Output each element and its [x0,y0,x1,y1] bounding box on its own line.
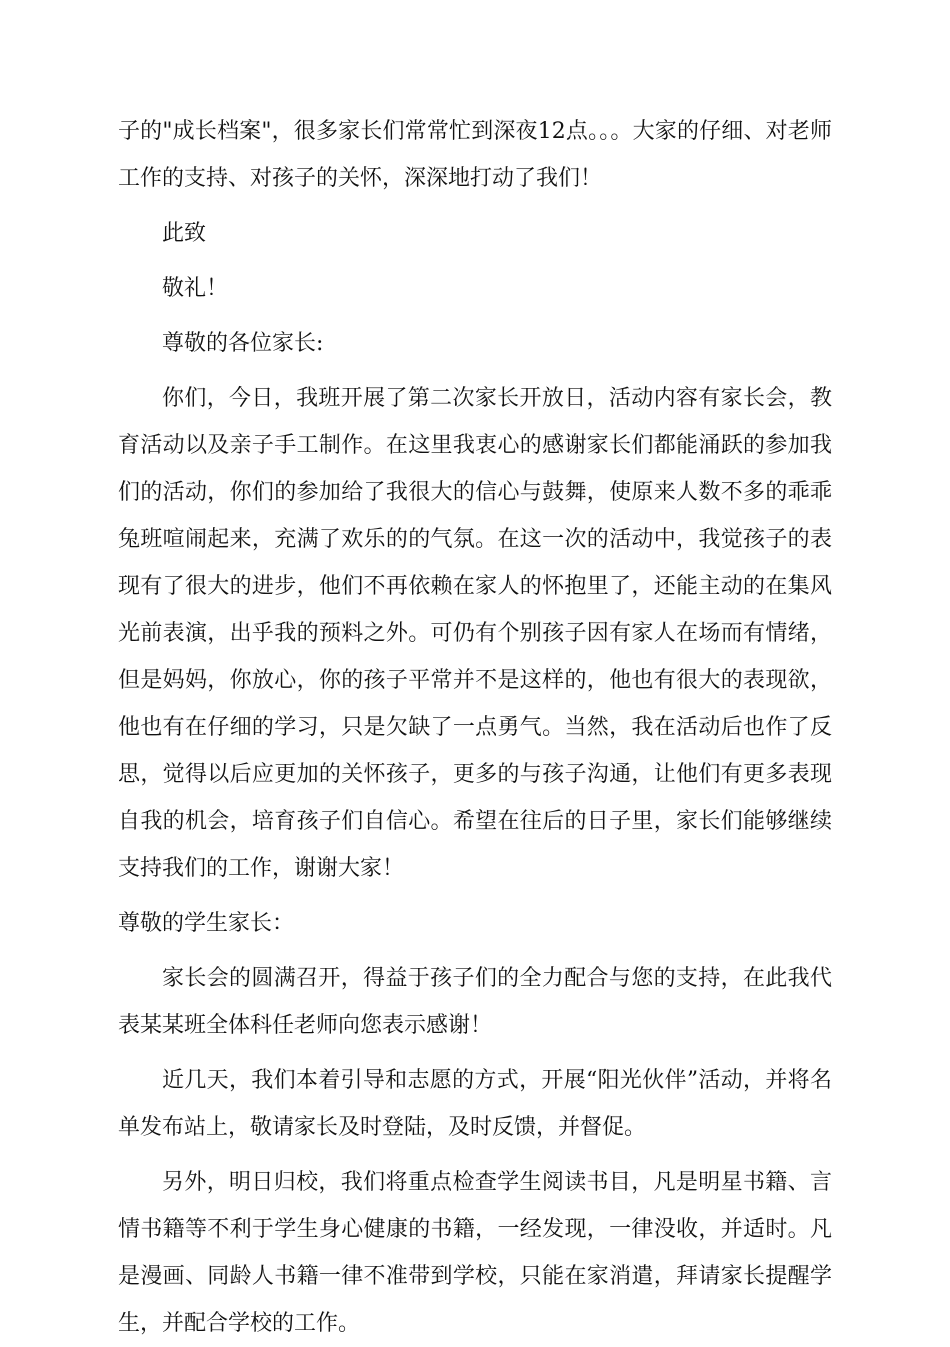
greeting-student-parents: 尊敬的学生家长： [118,911,295,936]
closing-regards: 敬礼！ [162,276,229,301]
paragraph-continuation: 子的"成长档案"，很多家长们常常忙到深夜12点。。。大家的仔细、对老师工作的支持、对孩子的关怀，深深地打动了我们！ [118,119,832,191]
paragraph-thanks: 家长会的圆满召开，得益于孩子们的全力配合与您的支持，在此我代表某某班全体科任老师向您表示感谢！ [118,966,832,1038]
paragraph-sunshine-partner: 近几天，我们本着引导和志愿的方式，开展“阳光伙伴”活动，并将名单发布站上，敬请家长及时登陆，及时反馈，并督促。 [118,1068,832,1140]
document-body [118,108,832,1347]
greeting-parents: 尊敬的各位家长: [162,331,324,356]
closing-salutation: 此致 [162,221,207,246]
paragraph-book-inspection: 另外，明日归校，我们将重点检查学生阅读书目，凡是明星书籍、言情书籍等不利于学生身心健康的书籍，一经发现，一律没收，并适时。凡是漫画、同龄人书籍一律不准带到学校，只能在家消遣，拜请家长提醒学生，并配合学校的工作。 [118,1170,832,1336]
paragraph-open-day: 你们，今日，我班开展了第二次家长开放日，活动内容有家长会，教育活动以及亲子手工制作。在这里我衷心的感谢家长们都能涌跃的参加我们的活动，你们的参加给了我很大的信心与鼓舞，使原来人数不多的乖乖兔班喧闹起来，充满了欢乐的的气氛。在这一次的活动中，我觉孩子的表现有了很大的进步，他们不再依赖在家人的怀抱里了，还能主动的在集风光前表演，出乎我的预料之外。可仍有个别孩子因有家人在场而有情绪，但是妈妈，你放心，你的孩子平常并不是这样的，他也有很大的表现欲，他也有在仔细的学习，只是欠缺了一点勇气。当然，我在活动后也作了反思，觉得以后应更加的关怀孩子，更多的与孩子沟通，让他们有更多表现自我的机会，培育孩子们自信心。希望在往后的日子里，家长们能够继续支持我们的工作，谢谢大家！ [118,386,832,881]
